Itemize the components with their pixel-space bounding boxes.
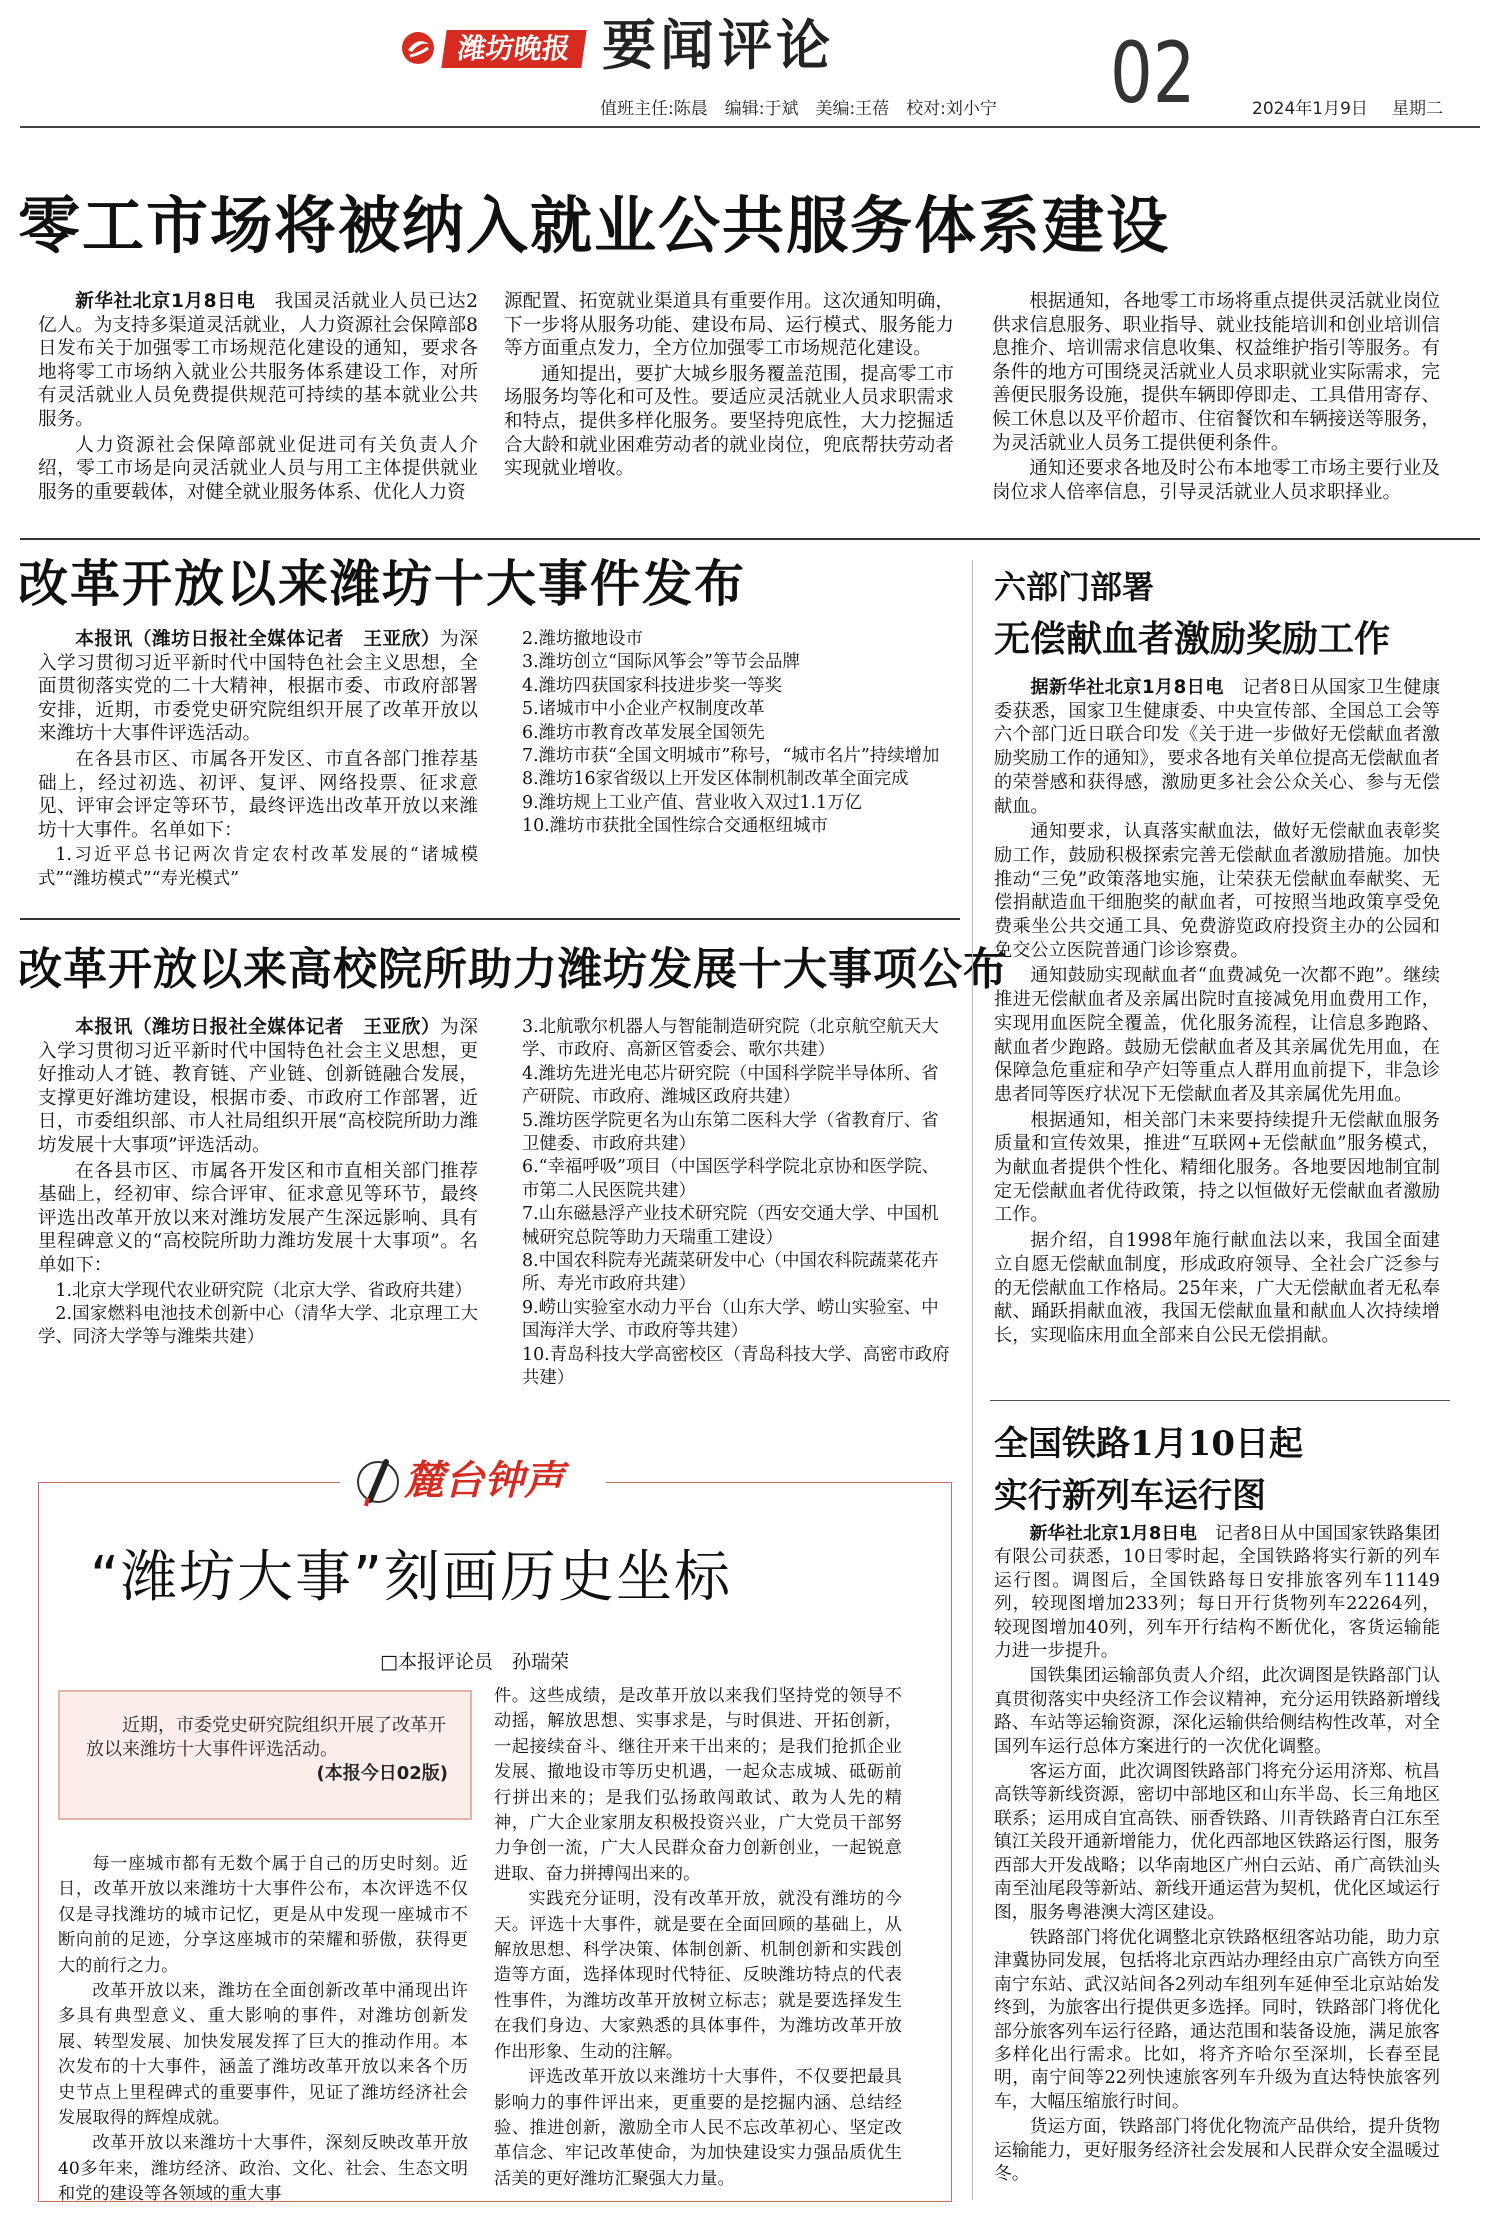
list-item: 4.潍坊先进光电芯片研究院（中国科学院半导体所、省产研院、市政府、潍城区政府共建） [522, 1063, 939, 1108]
editor-credits: 值班主任:陈晨 编辑:于斌 美编:王蓓 校对:刘小宁 [600, 99, 997, 119]
list-item: 10.潍坊市获批全国性综合交通枢纽城市 [522, 816, 828, 837]
commentary-col1 [58, 1852, 468, 2208]
issue-weekday: 星期二 [1392, 99, 1443, 119]
article4-headline-line1: 六部门部署 [994, 568, 1155, 606]
article1-col2 [504, 290, 954, 483]
pen-brush-icon [356, 1456, 400, 1508]
list-item: 1.习近平总书记两次肯定农村改革发展的“诸城模式”“潍坊模式”“寿光模式” [38, 845, 478, 889]
list-item: 2.潍坊撤地设市 [522, 629, 643, 649]
masthead [0, 0, 1500, 130]
article4-bottom-rule [990, 1400, 1450, 1401]
article1-col3-p1: 根据通知，各地零工市场将重点提供灵活就业岗位供求信息服务、职业指导、就业技能培训和创业培训信息推介、培训需求信息收集、权益维护指引等服务。有条件的地方可围绕灵活就业人员求职就业实际需求，完善便民服务设施，提供车辆即停即走、工具借用寄存、候工休息以及平价超市、住宿餐饮和车辆接送等服务，为灵活就业人员务工提供便利条件。 [992, 291, 1440, 454]
list-item: 9.崂山实验室水动力平台（山东大学、崂山实验室、中国海洋大学、市政府等共建） [522, 1297, 939, 1342]
list-item: 3.潍坊创立“国际风筝会”等节会品牌 [522, 652, 800, 673]
commentary-lead-text [86, 1714, 448, 1786]
article1-col1 [38, 290, 478, 506]
article1-col2-p1: 源配置、拓宽就业渠道具有重要作用。这次通知明确，下一步将从服务功能、建设布局、运行模式、服务能力等方面重点发力，全方位加强零工市场规范化建设。 [504, 291, 954, 360]
commentary-col1-p1: 每一座城市都有无数个属于自己的历史时刻。近日，改革开放以来潍坊十大事件公布，本次评选不仅仅是寻找潍坊的城市记忆，更是从中发现一座城市不断向前的足迹，分享这座城市的荣耀和骄傲，获得更大的前行之力。 [58, 1854, 468, 1976]
article2-bottom-rule [20, 918, 960, 920]
commentary-headline: “潍坊大事”刻画历史坐标 [90, 1545, 733, 1610]
article5-body [994, 1522, 1440, 2187]
list-item: 6.潍坊市教育改革发展全国领先 [522, 722, 765, 743]
commentary-lead: 近期，市委党史研究院组织开展了改革开放以来潍坊十大事件评选活动。 [86, 1715, 446, 1760]
article1-col2-p2: 通知提出，要扩大城乡服务覆盖范围，提高零工市场服务均等化和可及性。要适应灵活就业人员求职需求和特点，提供多样化服务。要坚持兜底性，大力挖掘适合大龄和就业困难劳动者的就业岗位，兜底帮扶劳动者实现就业增收。 [504, 363, 954, 480]
list-item: 6.“幸福呼吸”项目（中国医学科学院北京协和医学院、市第二人民医院共建） [522, 1157, 939, 1201]
page-number: 02 [1110, 24, 1196, 122]
list-item: 2.国家燃料电池技术创新中心（清华大学、北京理工大学、同济大学等与潍柴共建） [38, 1303, 478, 1348]
article4-p4: 根据通知，相关部门未来要持续提升无偿献血服务质量和宣传效果，推进“互联网+无偿献血”服务模式，为献血者提供个性化、精细化服务。各地要因地制宜制定无偿献血者优待政策，持之以恒做好无偿献血者激励工作。 [994, 1109, 1440, 1226]
article4-headline [994, 562, 1454, 666]
list-item: 1.北京大学现代农业研究院（北京大学、省政府共建） [55, 1280, 472, 1301]
article3-p1: 为深入学习贯彻习近平新时代中国特色社会主义思想，更好推动人才链、教育链、产业链、创新链融合发展，支撑更好潍坊建设，根据市委、市政府工作部署，近日，市委组织部、市人社局组织开展“高校院所助力潍坊发展十大事项”评选活动。 [38, 1017, 478, 1156]
commentary-byline: □本报评论员 孙瑞荣 [380, 1651, 569, 1673]
commentary-col2-p2: 实践充分证明，没有改革开放，就没有潍坊的今天。评选十大事件，就是要在全面回顾的基础上，从解放思想、科学决策、体制创新、机制创新和实践创造等方面，选择体现时代特征、反映潍坊特点的代表性事件，为潍坊改革开放树立标志；就是要选择发生在我们身边、大家熟悉的具体事件，为潍坊改革开放作出形象、生动的注解。 [494, 1889, 902, 2062]
article4-body [994, 676, 1440, 1350]
article5-p5: 货运方面，铁路部门将优化物流产品供给，提升货物运输能力，更好服务经济社会发展和人民群众安全温暖过冬。 [994, 2116, 1440, 2184]
article2-p2: 在各县市区、市属各开发区、市直各部门推荐基础上，经过初选、初评、复评、网络投票、征求意见、评审会评定等环节，最终评选出改革开放以来潍坊十大事件。名单如下： [38, 748, 478, 841]
article1-col3 [992, 290, 1440, 506]
list-item: 8.中国农科院寿光蔬菜研发中心（中国农科院蔬菜花卉所、寿光市政府共建） [522, 1251, 939, 1295]
article4-headline-line2: 无偿献血者激励奖励工作 [994, 618, 1391, 660]
article4-p3: 通知鼓励实现献血者“血费减免一次都不跑”。继续推进无偿献血者及亲属出院时直接减免用血费用工作，实现用血医院全覆盖，优化服务流程，让信息多跑路、献血者少跑路。鼓励无偿献血者及其亲属优先用血，在保障急危重症和孕产妇等重点人群用血前提下，非急诊患者同等医疗状况下无偿献血者及其亲属优先用血。 [994, 965, 1440, 1105]
article1-col3-p2: 通知还要求各地及时公布本地零工市场主要行业及岗位求人倍率信息，引导灵活就业人员求职择业。 [992, 458, 1440, 503]
article5-p1: 记者8日从中国国家铁路集团有限公司获悉，10日零时起，全国铁路将实行新的列车运行图。调图后，全国铁路每日安排旅客列车11149列，较现图增加233列；每日开行货物列车22264列，较现图增加40列，列车开行结构不断优化，客货运输能力进一步提升。 [994, 1523, 1440, 1662]
article1-dateline: 新华社北京1月8日电 [75, 291, 256, 312]
article2-dateline: 本报讯（潍坊日报社全媒体记者 王亚欣） [75, 629, 441, 650]
article3-list [504, 1016, 954, 1391]
list-item: 4.潍坊四获国家科技进步奖一等奖 [522, 675, 783, 696]
section-title: 要闻评论 [602, 13, 834, 77]
article5-dateline: 新华社北京1月8日电 [1029, 1523, 1197, 1544]
masthead-rule [20, 126, 1480, 128]
list-item: 9.潍坊规上工业产值、营业收入双过1.1万亿 [522, 792, 862, 813]
list-item: 5.潍坊医学院更名为山东第二医科大学（省教育厅、省卫健委、市政府共建） [522, 1110, 939, 1155]
commentary-badge-label: 麓台钟声 [404, 1458, 564, 1504]
article2-headline: 改革开放以来潍坊十大事件发布 [18, 555, 746, 613]
article5-headline-line2: 实行新列车运行图 [994, 1476, 1266, 1516]
article5-headline [994, 1418, 1454, 1522]
article1-bottom-rule [20, 538, 1480, 540]
article4-p2: 通知要求，认真落实献血法，做好无偿献血表彰奖励工作，鼓励积极探索完善无偿献血者激励措施。加快推动“三免”政策落地实施，让荣获无偿献血奉献奖、无偿捐献造血干细胞奖的献血者，可按照当地政策享受免费乘坐公共交通工具、免费游览政府投资主办的公园和免交公立医院普通门诊诊察费。 [994, 821, 1440, 961]
commentary-col2-p1: 件。这些成绩，是改革开放以来我们坚持党的领导不动摇，解放思想、实事求是，与时俱进、开拓创新，一起接续奋斗、继往开来干出来的；是我们抢抓企业发展、撤地设市等历史机遇，一起众志成城、砥砺前行拼出来的；是我们弘扬敢闯敢试、敢为人先的精神，广大企业家朋友积极投资兴业，广大党员干部努力争创一流，广大人民群众奋力创新创业，一起锐意进取、奋力拼搏闯出来的。 [494, 1686, 902, 1884]
article1-col1-p1: 我国灵活就业人员已达2亿人。为支持多渠道灵活就业，人力资源社会保障部8日发布关于加强零工市场规范化建设的通知，要求各地将零工市场纳入就业公共服务体系建设工作，对所有灵活就业人员免费提供规范可持续的基本就业公共服务。 [38, 291, 478, 430]
list-item: 7.潍坊市获“全国文明城市”称号，“城市名片”持续增加 [522, 746, 940, 767]
commentary-col2-p3: 评选改革开放以来潍坊十大事件，不仅要把最具影响力的事件评出来，更重要的是挖掘内涵、总结经验、推进创新，激励全市人民不忘改革初心、坚定改革信念、牢记改革使命，为加快建设实力强品质优生活美的更好潍坊汇聚强大力量。 [494, 2067, 902, 2189]
article5-p4: 铁路部门将优化调整北京铁路枢纽客站功能，助力京津冀协同发展，包括将北京西站办理经由京广高铁方向至南宁东站、武汉站间各2列动车组列车延伸至北京站始发终到，为旅客出行提供更多选择。同时，铁路部门将优化部分旅客列车运行径路，通达范围和装备设施，满足旅客多样化出行需求。比如，将齐齐哈尔至深圳，长春至昆明，南宁间等22列快速旅客列车升级为直达特快旅客列车，大幅压缩旅行时间。 [994, 1926, 1440, 2112]
brand-logo-icon [400, 30, 436, 66]
commentary-badge [340, 1454, 606, 1510]
issue-date: 2024年1月9日 [1252, 99, 1368, 119]
brand-name: 潍坊晚报 [441, 30, 586, 68]
right-column-divider [972, 560, 973, 2200]
article5-headline-line1: 全国铁路1月10日起 [994, 1424, 1303, 1464]
list-item: 3.北航歌尔机器人与智能制造研究院（北京航空航天大学、市政府、高新区管委会、歌尔共建） [522, 1017, 939, 1061]
article3-dateline: 本报讯（潍坊日报社全媒体记者 王亚欣） [75, 1017, 441, 1038]
commentary-lead-box [58, 1690, 472, 1820]
article3-p2: 在各县市区、市属各开发区和市直相关部门推荐基础上，经初审、综合评审、征求意见等环节，最终评选出改革开放以来对潍坊发展产生深远影响、具有里程碑意义的“高校院所助力潍坊发展十大事项”。名单如下： [38, 1160, 478, 1276]
article5-p3: 客运方面，此次调图铁路部门将充分运用济郑、杭昌高铁等新线资源，密切中部地区和山东半岛、长三角地区联系；运用成自宜高铁、丽香铁路、川青铁路青白江东至镇江关段开通新增能力，优化西部地区铁路运行图，服务西部大开发战略；以华南地区广州白云站、甬广高铁汕头南至汕尾段等新站、新线开通运营为契机，优化区域运行图，服务粤港澳大湾区建设。 [994, 1761, 1440, 1923]
article2-col1 [38, 628, 478, 891]
list-item: 8.潍坊16家省级以上开发区体制机制改革全面完成 [522, 769, 909, 790]
article2-list [504, 628, 954, 839]
list-item: 5.诸城市中小企业产权制度改革 [522, 699, 765, 720]
commentary-col2 [494, 1684, 902, 2192]
article3-col1 [38, 1016, 478, 1350]
commentary-col1-p2: 改革开放以来，潍坊在全面创新改革中涌现出许多具有典型意义、重大影响的事件，对潍坊创新发展、转型发展、加快发展发挥了巨大的推动作用。本次发布的十大事件，涵盖了潍坊改革开放以来各个历史节点上里程碑式的重要事件，见证了潍坊经济社会发展取得的辉煌成就。 [58, 1981, 468, 2129]
article4-dateline: 据新华社北京1月8日电 [1030, 677, 1224, 698]
article1-headline: 零工市场将被纳入就业公共服务体系建设 [18, 189, 1171, 262]
article4-p5: 据介绍，自1998年施行献血法以来，我国全面建立自愿无偿献血制度，形成政府领导、全社会广泛参与的无偿献血工作格局。25年来，广大无偿献血者无私奉献、踊跃捐献血液，我国无偿献血量和献血人次持续增长，实现临床用血全部来自公民无偿捐献。 [994, 1230, 1440, 1346]
commentary-lead-ref: (本报今日02版) [316, 1763, 448, 1784]
list-item: 7.山东磁悬浮产业技术研究院（西安交通大学、中国机械研究总院等助力天瑞重工建设） [522, 1204, 939, 1248]
article1-col1-p2: 人力资源社会保障部就业促进司有关负责人介绍，零工市场是向灵活就业人员与用工主体提供就业服务的重要载体，对健全就业服务体系、优化人力资 [38, 434, 478, 503]
article5-p2: 国铁集团运输部负责人介绍，此次调图是铁路部门认真贯彻落实中央经济工作会议精神，充分运用铁路新增线路、车站等运输资源，深化运输供给侧结构性改革，对全国列车运行总体方案进行的一次优化调整。 [994, 1665, 1440, 1757]
article2-p1: 为深入学习贯彻习近平新时代中国特色社会主义思想，全面贯彻落实党的二十大精神，根据市委、市政府部署安排，近期，市委党史研究院组织开展了改革开放以来潍坊十大事件评选活动。 [38, 629, 478, 745]
article4-p1: 记者8日从国家卫生健康委获悉，国家卫生健康委、中央宣传部、全国总工会等六个部门近日联合印发《关于进一步做好无偿献血者激励奖励工作的通知》，要求各地有关单位提高无偿献血者的荣誉感和获得感，激励更多社会公众关心、参与无偿献血。 [994, 677, 1441, 817]
list-item: 10.青岛科技大学高密校区（青岛科技大学、高密市政府共建） [522, 1344, 950, 1389]
commentary-col1-p3: 改革开放以来潍坊十大事件，深刻反映改革开放40多年来，潍坊经济、政治、文化、社会、生态文明和党的建设等各领域的重大事 [58, 2133, 468, 2205]
article3-headline: 改革开放以来高校院所助力潍坊发展十大事项公布 [18, 944, 1008, 995]
